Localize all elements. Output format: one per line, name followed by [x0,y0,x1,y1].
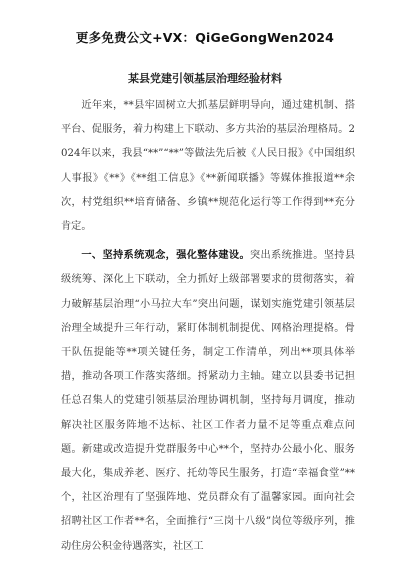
section-heading: 一、坚持系统观念，强化整体建设。 [81,249,250,262]
paragraph-text: 近年来，**县牢固树立大抓基层鲜明导向，通过建机制、搭平台、促服务，着力构建上下联动、多方共治的基层治理格局。2024年以来，我县“**”“**”等做法先后被《人民日报》《中国组织人事报》《**》《**组工信息》《**新闻联播》等媒体推报道**余次，村党组织**培育储备、乡镇**规范化运行等工作得到**充分肯定。 [61,100,355,233]
paragraph-text: 突出系统推进。坚持县级统筹、深化上下联动，全力抓好上级部署要求的贯彻落实，着力破解基层治理“小马拉大车”突出问题，谋划实施党建引领基层治理全域提升三年行动，紧盯体制机制提优、网格治理提格。骨干队伍提能等**项关键任务，制定工作清单，列出**项具体举措，推动各项工作落实落细。捋紧动力主轴。建立以县委书记担任总召集人的党建引领基层治理协调机制，坚持每月调度，推动解决社区服务阵地不达标、社区工作者力量不足等重点难点问题。新建或改造提升党群服务中心**个，坚持办公最小化、服务最大化，集成养老、医疗、托幼等民生服务，打造“幸福食堂”**个，社区治理有了坚强阵地、党员群众有了温馨家园。面向社会招聘社区工作者**名，全面推行“三岗十八级”岗位等级序列，推动住房公积金待遇落实，社区工 [61,250,356,552]
paragraph-section-1 [61,243,355,559]
document-title: 某县党建引领基层治理经验材料 [128,72,282,85]
document-body [61,94,355,563]
paragraph-intro [61,94,355,239]
header-banner: 更多免费公文+VX：QiGeGongWen2024 [75,30,335,45]
